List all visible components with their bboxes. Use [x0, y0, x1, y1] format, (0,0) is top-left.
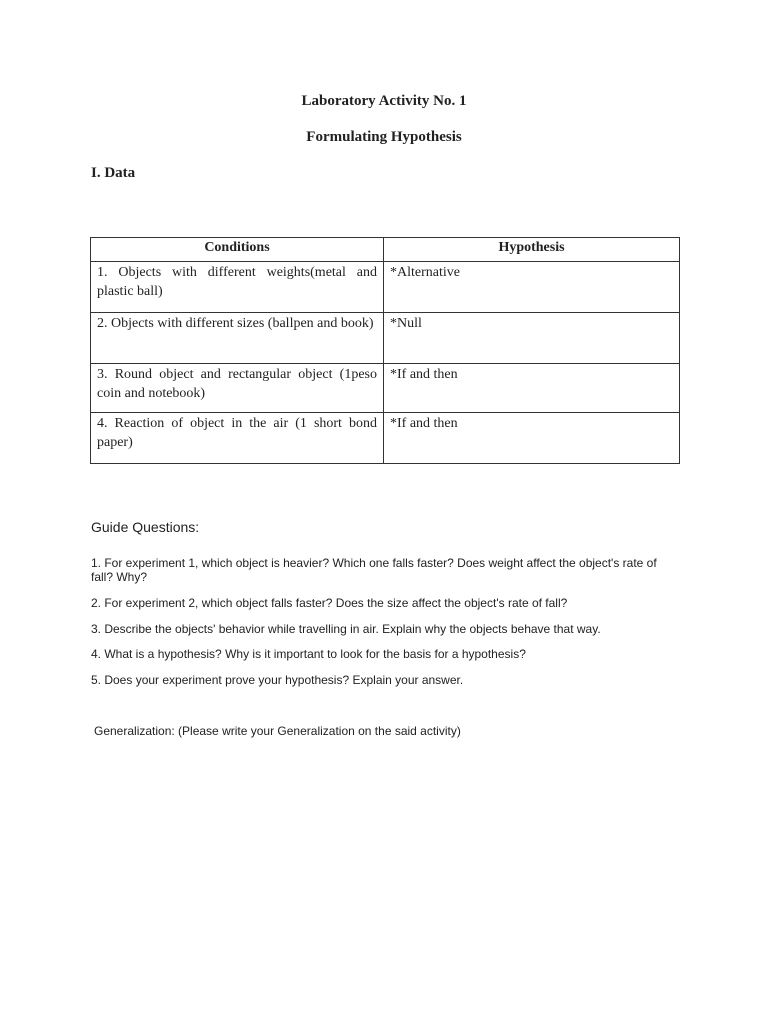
column-header-hypothesis: Hypothesis — [384, 238, 680, 262]
document-subtitle: Formulating Hypothesis — [306, 129, 462, 145]
guide-question: 5. Does your experiment prove your hypothesis? Explain your answer. — [91, 673, 464, 687]
section-heading: I. Data — [91, 165, 136, 181]
table-row — [91, 313, 680, 364]
guide-question: 2. For experiment 2, which object falls faster? Does the size affect the object's rate of fall? — [91, 596, 568, 610]
table-header-row — [91, 238, 680, 262]
guide-question: 1. For experiment 1, which object is heavier? Which one falls faster? Does weight affect the object's rate of fall? Why? — [91, 556, 657, 584]
data-table — [90, 237, 680, 464]
generalization-prompt: Generalization: (Please write your Generalization on the said activity) — [94, 724, 461, 738]
condition-cell: 1. Objects with different weights(metal and plastic ball) — [91, 262, 384, 313]
guide-questions-heading: Guide Questions: — [91, 519, 200, 535]
table-row — [91, 262, 680, 313]
table-row — [91, 364, 680, 413]
hypothesis-cell: *Null — [384, 313, 680, 364]
document-title: Laboratory Activity No. 1 — [301, 93, 467, 109]
column-header-conditions: Conditions — [91, 238, 384, 262]
condition-cell: 3. Round object and rectangular object (1peso coin and notebook) — [91, 364, 384, 413]
condition-cell: 2. Objects with different sizes (ballpen and book) — [91, 313, 384, 364]
guide-question: 3. Describe the objects' behavior while travelling in air. Explain why the objects behave that way. — [91, 622, 601, 636]
condition-cell: 4. Reaction of object in the air (1 short bond paper) — [91, 413, 384, 464]
hypothesis-cell: *If and then — [384, 413, 680, 464]
hypothesis-cell: *Alternative — [384, 262, 680, 313]
table-row — [91, 413, 680, 464]
hypothesis-cell: *If and then — [384, 364, 680, 413]
guide-question: 4. What is a hypothesis? Why is it important to look for the basis for a hypothesis? — [91, 647, 526, 661]
